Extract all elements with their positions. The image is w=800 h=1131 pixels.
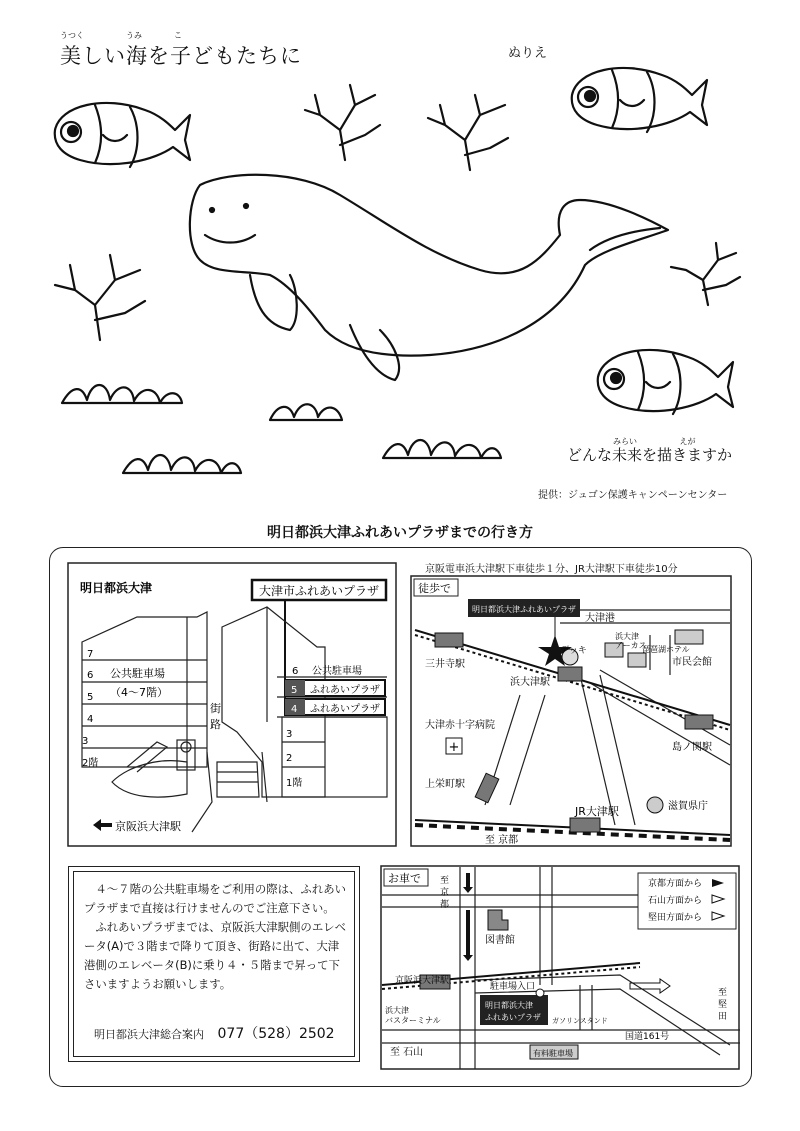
- future-question: どんな未来を描きますか: [567, 446, 733, 464]
- right-floor-2: 2: [286, 753, 293, 764]
- to-kyoto-car-2: 京: [440, 888, 450, 898]
- ruby-utsuku: うつく: [60, 31, 84, 40]
- walk-map: [410, 575, 732, 847]
- left-floor-3: 3: [82, 736, 89, 747]
- street-label-b: 路: [210, 718, 221, 731]
- to-katata-2: 堅: [718, 1000, 728, 1010]
- notice-box: [68, 866, 360, 1062]
- ruby-mirai: みらい: [613, 437, 637, 446]
- hamaotsu-label: 浜大津駅: [510, 677, 550, 688]
- right-floor-6: 6: [292, 666, 299, 677]
- kamisakaemachi-label: 上栄町駅: [425, 779, 465, 790]
- plaza-label: 大津市ふれあいプラザ: [259, 584, 380, 598]
- directions-title: 明日都浜大津ふれあいプラザまでの行き方: [267, 525, 533, 541]
- to-katata-3: 田: [718, 1012, 728, 1022]
- street-label-a: 街: [210, 702, 221, 715]
- seagrass-2: [270, 404, 342, 420]
- left-parking-floors: （4～7階）: [110, 686, 168, 699]
- coral-2: [428, 95, 508, 170]
- port-label: 大津港: [585, 613, 615, 624]
- jr-otsu-label: JR大津駅: [575, 805, 619, 818]
- to-kyoto-car-1: 至: [440, 876, 450, 886]
- left-floor-2: 2階: [82, 758, 99, 769]
- ruby-umi: うみ: [126, 31, 142, 40]
- coral-4: [671, 243, 740, 305]
- coloring-label: ぬりえ: [508, 46, 548, 61]
- contact-phone: 077（528）2502: [217, 1026, 335, 1042]
- clownfish-1: [55, 103, 190, 167]
- right-floor-5-label: ふれあいプラザ: [310, 685, 380, 696]
- hospital-label: 大津赤十字病院: [425, 720, 495, 731]
- right-floor-4-label: ふれあいプラザ: [310, 704, 380, 715]
- credit-line: 提供：ジュゴン保護キャンペーンセンター: [538, 490, 728, 501]
- to-ishiyama-label: 至 石山: [390, 1047, 424, 1058]
- seagrass-1: [62, 385, 182, 403]
- dugong-drawing: [190, 175, 668, 380]
- hospital-cross-icon: +: [448, 740, 460, 755]
- legend-katata: 堅田方面から: [648, 913, 703, 923]
- hotel-label: 浜大津: [615, 632, 639, 641]
- right-floor-5: 5: [291, 685, 298, 696]
- ruby-ega: えが: [679, 437, 696, 446]
- walk-destination: 明日都浜大津ふれあいプラザ: [472, 605, 576, 614]
- left-floor-5: 5: [87, 692, 94, 703]
- bus-terminal-2: バスターミナル: [385, 1016, 441, 1025]
- gas-station-label: ガソリンスタンド: [552, 1017, 608, 1025]
- deck-label: デッキ: [560, 646, 587, 656]
- bus-terminal-1: 浜大津: [385, 1006, 409, 1015]
- hotel-label-2: アーカス: [615, 641, 647, 650]
- car-tag: お車で: [388, 872, 421, 885]
- route-161-label: 国道161号: [625, 1032, 670, 1042]
- car-station-label: 京阪浜大津駅: [395, 976, 450, 986]
- access-note: 京阪電車浜大津駅下車徒歩１分、JR大津駅下車徒歩10分: [425, 564, 678, 575]
- car-map: [380, 865, 740, 1070]
- building-diagram: [67, 562, 397, 847]
- coral-1: [305, 85, 380, 160]
- notice-para-2: ふれあいプラザまでは、京阪浜大津駅側のエレベータ(A)で３階まで降りて頂き、街路に出て、大津港側のエレベータ(B)に乗り４・５階まで昇って下さいますようお願いします。: [84, 920, 346, 991]
- building-heading: 明日都浜大津: [80, 581, 153, 595]
- biwako-hotel-label: 琵琶湖ホテル: [642, 645, 690, 654]
- to-kyoto-label: 至 京都: [485, 835, 519, 846]
- parking-entrance-label: 駐車場入口: [490, 982, 536, 992]
- legend-ishiyama: 石山方面から: [648, 896, 703, 906]
- walk-tag: 徒歩で: [418, 582, 451, 595]
- contact-label: 明日都浜大津総合案内: [94, 1028, 204, 1041]
- seagrass-4: [383, 440, 501, 458]
- right-floor-4: 4: [291, 704, 298, 715]
- seagrass-3: [123, 455, 241, 473]
- left-floor-7: 7: [87, 649, 94, 660]
- car-destination-2: ふれあいプラザ: [485, 1013, 541, 1022]
- left-floor-6: 6: [87, 670, 94, 681]
- city-hall-label: 市民会館: [672, 657, 712, 668]
- coloring-illustration: [0, 60, 800, 480]
- library-label: 図書館: [485, 935, 515, 946]
- ruby-ko: こ: [174, 31, 182, 40]
- shimanoseki-label: 島ノ関駅: [672, 742, 712, 753]
- coral-3: [55, 255, 145, 340]
- legend-kyoto: 京都方面から: [648, 879, 703, 889]
- right-floor-6-label: 公共駐車場: [312, 666, 362, 677]
- notice-contact: [94, 1025, 335, 1044]
- to-station-label: 京阪浜大津駅: [115, 820, 181, 833]
- right-floor-3: 3: [286, 729, 293, 740]
- left-parking: 公共駐車場: [110, 667, 165, 680]
- car-destination-1: 明日都浜大津: [485, 1001, 533, 1010]
- miidera-label: 三井寺駅: [425, 659, 465, 670]
- clownfish-2: [572, 68, 707, 132]
- to-katata-1: 至: [718, 988, 728, 998]
- left-arrow-icon: [93, 819, 112, 831]
- left-floor-4: 4: [87, 714, 94, 725]
- right-floor-1: 1階: [286, 778, 303, 789]
- paid-parking-label: 有料駐車場: [533, 1049, 573, 1058]
- to-kyoto-car-3: 都: [440, 900, 450, 910]
- page-title: 美しい海を子どもたちに: [60, 44, 302, 68]
- notice-para-1: ４～７階の公共駐車場をご利用の際は、ふれあいプラザまで直接は行けませんのでご注意下さい。: [84, 882, 346, 915]
- prefecture-label: 滋賀県庁: [668, 801, 708, 812]
- clownfish-3: [598, 350, 733, 414]
